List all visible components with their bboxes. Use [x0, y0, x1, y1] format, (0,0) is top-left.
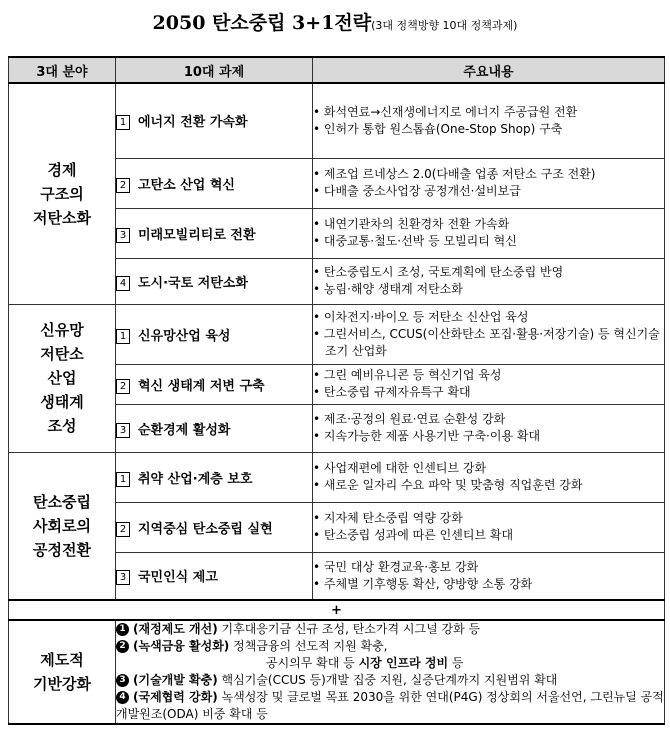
bullet-item: • 그린서비스, CCUS(이산화탄소 포집·활용·저장기술) 등 혁신기술 조기 산업화 — [313, 326, 664, 360]
content-cell — [313, 83, 665, 158]
field-line: 사회로의 — [33, 516, 91, 535]
bullet-item: • 화석연료→신재생에너지로 에너지 주공급원 전환 — [313, 104, 664, 121]
foundation-item-continuation — [116, 655, 664, 672]
number-badge: 1 — [116, 623, 129, 636]
foundation-item-label: (녹색금융 활성화) — [133, 639, 230, 653]
field-line: 산업 — [47, 369, 77, 387]
header-row — [9, 57, 665, 83]
continuation-text: 공시의무 확대 등 — [266, 656, 359, 670]
foundation-field-cell — [9, 620, 116, 724]
content-cell — [313, 364, 665, 404]
task-label: 미래모빌리티로 전환 — [138, 227, 256, 243]
field-line: 생태계 — [40, 393, 84, 411]
foundation-content-cell — [116, 620, 665, 724]
bullet-item: • 사업재편에 대한 인센티브 강화 — [313, 460, 664, 477]
task-cell — [116, 404, 313, 452]
content-cell — [313, 208, 665, 258]
bullet-item: • 대중교통·철도·선박 등 모빌리티 혁신 — [313, 233, 664, 250]
task-number: 4 — [116, 276, 130, 291]
task-number: 2 — [116, 379, 130, 394]
field-line: 탄소중립 — [33, 492, 91, 511]
header-content: 주요내용 — [313, 57, 665, 83]
header-task: 10대 과제 — [116, 57, 313, 83]
number-badge: 2 — [116, 640, 129, 653]
task-label: 지역중심 탄소중립 실현 — [138, 521, 273, 537]
task-number: 1 — [116, 115, 130, 130]
plus-row — [9, 600, 665, 620]
task-number: 1 — [116, 329, 130, 344]
bullet-item: • 농림·해양 생태계 저탄소화 — [313, 281, 664, 298]
field-line: 저탄소화 — [33, 208, 91, 227]
task-cell — [116, 502, 313, 552]
bullet-item: • 새로운 일자리 수요 파악 및 맞춤형 직업훈련 강화 — [313, 477, 664, 494]
table-row — [9, 452, 665, 502]
task-cell — [116, 158, 313, 208]
task-cell — [116, 258, 313, 304]
title-main: 2050 탄소중립 3+1전략 — [152, 12, 372, 34]
content-cell — [313, 502, 665, 552]
task-label: 에너지 전환 가속화 — [138, 115, 248, 131]
task-label: 국민인식 제고 — [138, 570, 218, 586]
header-field: 3대 분야 — [9, 57, 116, 83]
bullet-item: • 탄소중립 규제자유특구 확대 — [313, 384, 664, 401]
bullet-item: • 인허가 통합 원스톱숍(One-Stop Shop) 구축 — [313, 121, 664, 138]
title-sub: (3대 정책방향 10대 정책과제) — [371, 19, 518, 32]
foundation-item-text: 녹색성장 및 글로벌 목표 2030을 위한 연대(P4G) 정상회의 서울선언, 그린뉴딜 공적개발원조(ODA) 비중 확대 등 — [116, 690, 664, 721]
continuation-suffix: 등 — [448, 656, 464, 670]
task-number: 3 — [116, 423, 130, 438]
foundation-item-text: 기후대응기금 신규 조성, 탄소가격 시그널 강화 등 — [221, 622, 481, 636]
bullet-item: • 이차전지·바이오 등 저탄소 신산업 육성 — [313, 309, 664, 326]
field-line: 경제 — [47, 160, 77, 179]
plus-sign: + — [9, 600, 665, 620]
field-line: 저탄소 — [40, 345, 84, 363]
field-line: 구조의 — [40, 184, 84, 203]
content-cell — [313, 304, 665, 364]
strategy-table — [8, 56, 665, 725]
task-cell — [116, 552, 313, 600]
task-label: 순환경제 활성화 — [138, 422, 231, 438]
field-line: 조성 — [47, 417, 77, 435]
document-title — [0, 8, 670, 41]
task-cell — [116, 304, 313, 364]
content-cell — [313, 158, 665, 208]
foundation-item-label: (기술개발 확충) — [133, 673, 218, 687]
content-cell — [313, 452, 665, 502]
foundation-item-label: (재정제도 개선) — [133, 622, 218, 636]
foundation-item-text: 정책금융의 선도적 지원 확충, — [233, 639, 388, 653]
bullet-item: • 다배출 중소사업장 공정개선·설비보급 — [313, 183, 664, 200]
foundation-item-text: 핵심기술(CCUS 등)개발 집중 지원, 실증단계까지 지원범위 확대 — [221, 673, 558, 687]
bullet-item: • 제조·공정의 원료·연료 순환성 강화 — [313, 411, 664, 428]
number-badge: 3 — [116, 674, 129, 687]
table-row — [9, 83, 665, 158]
table-row — [9, 304, 665, 364]
task-cell — [116, 452, 313, 502]
task-label: 혁신 생태계 저변 구축 — [138, 378, 265, 394]
task-cell — [116, 208, 313, 258]
foundation-item — [116, 672, 664, 689]
foundation-item — [116, 689, 664, 723]
bullet-item: • 탄소중립도시 조성, 국토계획에 탄소중립 반영 — [313, 264, 664, 281]
task-number: 1 — [116, 472, 130, 487]
bullet-item: • 제조업 르네상스 2.0(다배출 업종 저탄소 구조 전환) — [313, 166, 664, 183]
foundation-item-label: (국제협력 강화) — [133, 690, 218, 704]
bullet-item: • 지속가능한 제품 사용기반 구축·이용 확대 — [313, 428, 664, 445]
field-line: 기반강화 — [33, 675, 91, 693]
bullet-item: • 그린 예비유니콘 등 혁신기업 육성 — [313, 367, 664, 384]
foundation-item — [116, 621, 664, 638]
foundation-row — [9, 620, 665, 724]
bullet-item: • 탄소중립 성과에 따른 인센티브 확대 — [313, 527, 664, 544]
bullet-item: • 지자체 탄소중립 역량 강화 — [313, 510, 664, 527]
field-line: 제도적 — [40, 651, 84, 669]
field-cell — [9, 83, 116, 304]
task-number: 3 — [116, 228, 130, 243]
field-cell — [9, 452, 116, 600]
field-line: 신유망 — [40, 321, 84, 339]
foundation-item — [116, 638, 664, 672]
bullet-item: • 내연기관차의 친환경차 전환 가속화 — [313, 216, 664, 233]
task-cell — [116, 364, 313, 404]
content-cell — [313, 404, 665, 452]
task-label: 취약 산업·계층 보호 — [138, 471, 253, 487]
number-badge: 4 — [116, 691, 129, 704]
task-label: 도시·국토 저탄소화 — [138, 275, 248, 291]
content-cell — [313, 552, 665, 600]
content-cell — [313, 258, 665, 304]
task-number: 3 — [116, 570, 130, 585]
continuation-highlight: 시장 인프라 정비 — [358, 656, 449, 670]
field-cell — [9, 304, 116, 452]
task-number: 2 — [116, 178, 130, 193]
bullet-item: • 국민 대상 환경교육·홍보 강화 — [313, 559, 664, 576]
task-label: 신유망산업 육성 — [138, 328, 231, 344]
task-number: 2 — [116, 522, 130, 537]
field-line: 공정전환 — [33, 540, 91, 559]
table-body — [9, 83, 665, 724]
task-label: 고탄소 산업 혁신 — [138, 177, 235, 193]
task-cell — [116, 83, 313, 158]
bullet-item: • 주체별 기후행동 확산, 양방향 소통 강화 — [313, 576, 664, 593]
